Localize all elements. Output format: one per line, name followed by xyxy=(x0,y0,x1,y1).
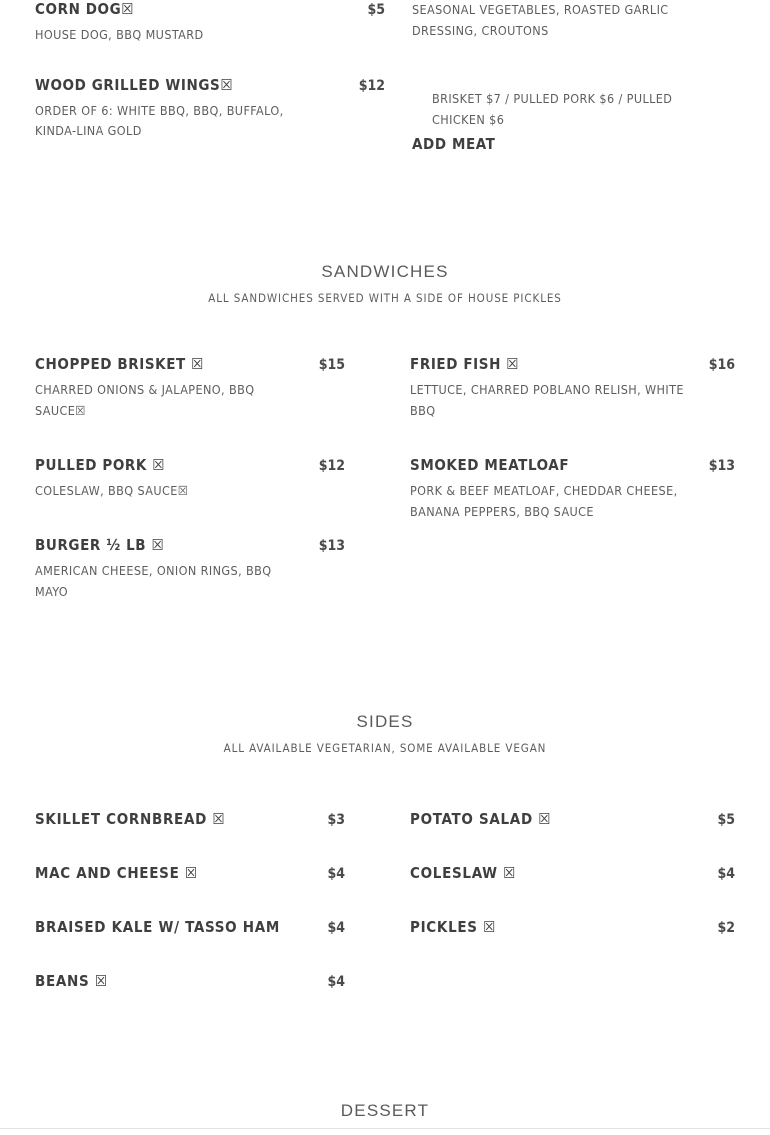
menu-item-description: LETTUCE, CHARRED POBLANO RELISH, WHITE BBQ xyxy=(410,382,684,418)
section-subtitle: ALL AVAILABLE VEGETARIAN, SOME AVAILABLE VEGAN xyxy=(223,741,547,755)
sides-right-column xyxy=(385,810,735,1026)
sides-section-header xyxy=(35,712,735,755)
menu-item-header xyxy=(410,456,735,474)
sides-left-column xyxy=(35,810,385,1026)
sides-grid xyxy=(35,810,735,1026)
menu-item-header xyxy=(35,536,345,554)
side-item xyxy=(35,810,345,828)
top-left-items xyxy=(35,0,385,164)
menu-item-description: PORK & BEEF MEATLOAF, CHEDDAR CHEESE, BANANA PEPPERS, BBQ SAUCE xyxy=(410,483,678,519)
side-item-name: COLESLAW ☒ xyxy=(410,864,516,882)
side-item-name: MAC AND CHEESE ☒ xyxy=(35,864,198,882)
side-item-price: $5 xyxy=(717,812,735,828)
menu-item-price: $15 xyxy=(318,357,345,373)
menu-item xyxy=(410,456,735,522)
menu-item-header xyxy=(35,0,385,18)
menu-item-description: CHARRED ONIONS & JALAPENO, BBQ SAUCE☒ xyxy=(35,382,255,418)
menu-item-header xyxy=(35,76,385,94)
menu-item-price: $12 xyxy=(318,458,345,475)
menu-item-header xyxy=(35,355,345,373)
side-item xyxy=(35,864,345,882)
menu-item-name: SMOKED MEATLOAF xyxy=(410,456,570,475)
add-meat-label: ADD MEAT xyxy=(412,134,496,153)
menu-item-name: CHOPPED BRISKET ☒ xyxy=(35,355,204,373)
menu-item-price: $13 xyxy=(318,537,345,554)
dessert-section-header xyxy=(35,1101,735,1121)
section-title: DESSERT xyxy=(340,1101,430,1120)
menu-item xyxy=(35,456,345,502)
menu-item-description: HOUSE DOG, BBQ MUSTARD xyxy=(35,27,204,42)
side-item-name: POTATO SALAD ☒ xyxy=(410,810,552,828)
menu-item xyxy=(35,76,385,142)
menu-item xyxy=(35,355,345,421)
salad-description: SEASONAL VEGETABLES, ROASTED GARLIC DRESSING, CROUTONS xyxy=(412,2,669,38)
sandwiches-section-header xyxy=(35,262,735,305)
menu-item-price: $16 xyxy=(708,357,735,373)
sandwiches-grid xyxy=(35,355,735,624)
side-item-price: $4 xyxy=(327,866,345,882)
side-item-price: $4 xyxy=(327,920,345,936)
side-item-price: $3 xyxy=(327,812,345,828)
menu-item-name: CORN DOG☒ xyxy=(35,0,135,18)
menu-item xyxy=(35,0,385,46)
side-item xyxy=(35,918,345,936)
side-item-price: $4 xyxy=(717,866,735,882)
menu-item-price: $13 xyxy=(708,458,735,475)
side-item-name: BEANS ☒ xyxy=(35,972,108,990)
menu-item-description: AMERICAN CHEESE, ONION RINGS, BBQ MAYO xyxy=(35,562,272,599)
menu-item-name: PULLED PORK ☒ xyxy=(35,456,165,475)
side-item xyxy=(410,918,735,936)
side-item-price: $4 xyxy=(327,974,345,990)
sandwiches-right-column xyxy=(385,355,735,624)
top-right-items xyxy=(412,0,732,153)
side-item xyxy=(410,864,735,882)
side-item xyxy=(410,810,735,828)
add-meat-note: BRISKET $7 / PULLED PORK $6 / PULLED CHICKEN $6 xyxy=(432,91,673,127)
menu-item-description: COLESLAW, BBQ SAUCE☒ xyxy=(35,483,189,499)
add-meat-block xyxy=(412,89,732,152)
menu-item xyxy=(35,536,345,602)
side-item-name: SKILLET CORNBREAD ☒ xyxy=(35,810,226,828)
sandwiches-left-column xyxy=(35,355,385,624)
side-item-name: BRAISED KALE W/ TASSO HAM xyxy=(35,918,280,936)
menu-item-header xyxy=(410,355,735,373)
menu-item-header xyxy=(35,456,345,474)
menu-item-name: WOOD GRILLED WINGS☒ xyxy=(35,75,234,94)
side-item xyxy=(35,972,345,990)
menu-item-name: BURGER ½ LB ☒ xyxy=(35,535,165,554)
menu-item-price: $5 xyxy=(367,2,385,18)
menu-item xyxy=(410,355,735,421)
section-subtitle: ALL SANDWICHES SERVED WITH A SIDE OF HOUSE PICKLES xyxy=(208,291,562,305)
menu-item-price: $12 xyxy=(358,77,385,94)
section-title: SANDWICHES xyxy=(321,262,449,281)
menu-item-name: FRIED FISH ☒ xyxy=(410,355,519,373)
section-title: SIDES xyxy=(356,712,414,731)
menu-item-description: ORDER OF 6: WHITE BBQ, BBQ, BUFFALO, KINDA-LINA GOLD xyxy=(35,102,284,139)
page-bottom-rule xyxy=(0,1128,770,1135)
side-item-price: $2 xyxy=(717,920,735,936)
side-item-name: PICKLES ☒ xyxy=(410,918,496,936)
